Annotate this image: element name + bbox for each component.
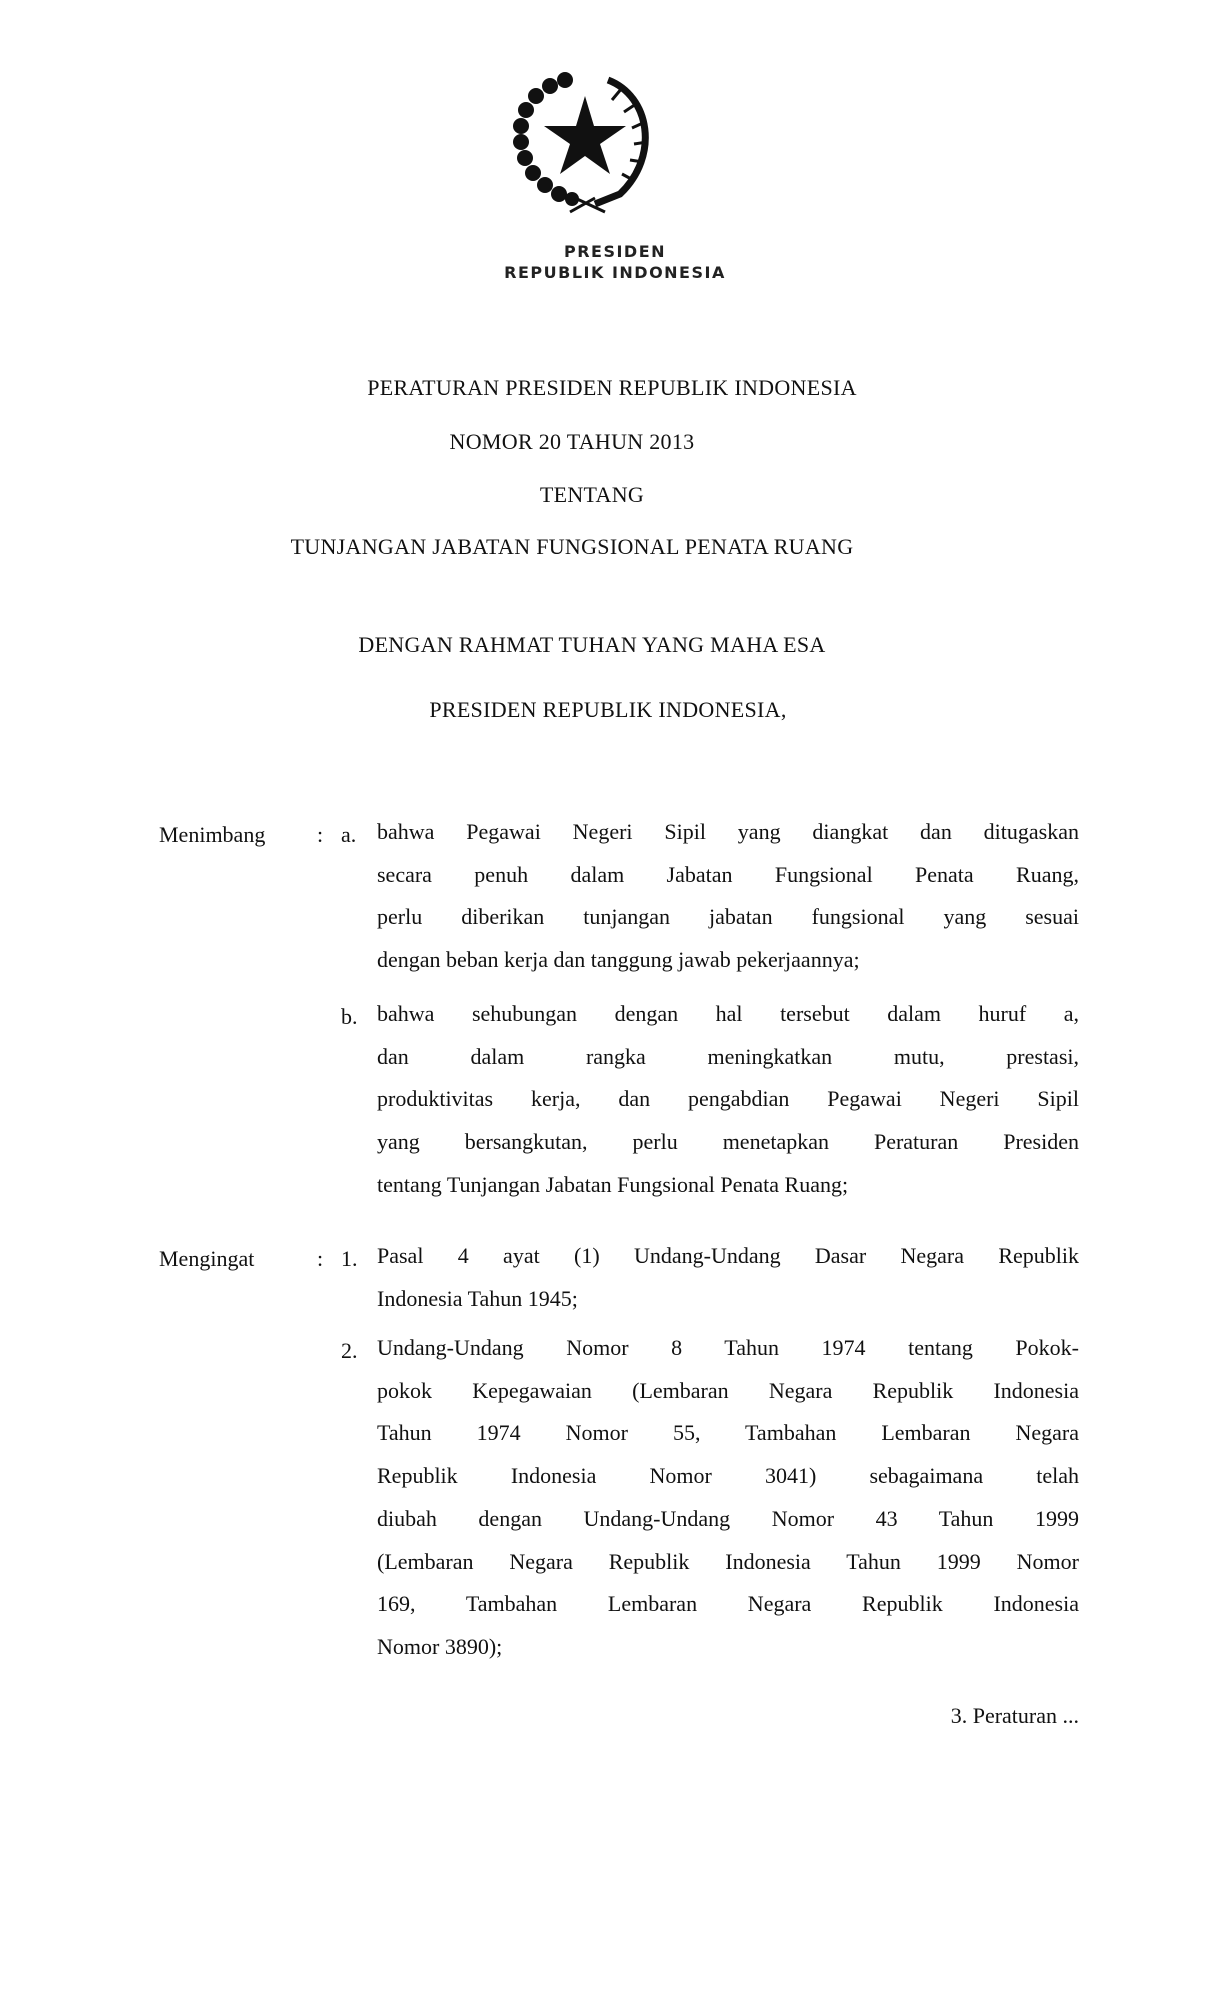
- issuer: PRESIDEN REPUBLIK INDONESIA,: [429, 697, 787, 722]
- text-line: produktivitas kerja, dan pengabdian Pegawai Negeri Sipil: [377, 1086, 1079, 1112]
- text-line: bahwa sehubungan dengan hal tersebut dalam huruf a,: [377, 1001, 1079, 1026]
- text-line: perlu diberikan tunjangan jabatan fungsional yang sesuai: [377, 904, 1079, 930]
- text-line: Indonesia Tahun 1945;: [377, 1285, 578, 1311]
- text-line: 169, Tambahan Lembaran Negara Republik Indonesia: [377, 1591, 1079, 1617]
- letterhead-line-1: PRESIDEN: [563, 242, 667, 261]
- menimbang-label: Menimbang: [159, 822, 266, 847]
- invocation: DENGAN RAHMAT TUHAN YANG MAHA ESA: [358, 632, 826, 657]
- menimbang-item-a: [377, 811, 1079, 982]
- mengingat-colon: :: [317, 1246, 324, 1271]
- text-line: diubah dengan Undang-Undang Nomor 43 Tahun 1999: [377, 1505, 1079, 1531]
- text-line: dengan beban kerja dan tanggung jawab pekerjaannya;: [377, 947, 860, 973]
- menimbang-marker-a: a.: [341, 822, 357, 847]
- regulation-about: TENTANG: [539, 482, 645, 507]
- text-line: (Lembaran Negara Republik Indonesia Tahun 1999 Nomor: [377, 1548, 1079, 1574]
- mengingat-marker-2: 2.: [341, 1338, 358, 1363]
- mengingat-label: Mengingat: [159, 1246, 255, 1271]
- text-line: pokok Kepegawaian (Lembaran Negara Republik Indonesia: [377, 1377, 1079, 1403]
- page-continuation: 3. Peraturan ...: [950, 1703, 1079, 1728]
- mengingat-item-1: [377, 1235, 1079, 1320]
- text-line: Republik Indonesia Nomor 3041) sebagaimana telah: [377, 1463, 1079, 1489]
- letterhead-line-2: REPUBLIK INDONESIA: [504, 263, 726, 282]
- regulation-title: PERATURAN PRESIDEN REPUBLIK INDONESIA: [367, 375, 857, 400]
- presidential-seal-icon: [500, 66, 670, 216]
- mengingat-item-2: [377, 1327, 1079, 1669]
- regulation-number: NOMOR 20 TAHUN 2013: [449, 429, 695, 454]
- regulation-subject: TUNJANGAN JABATAN FUNGSIONAL PENATA RUANG: [290, 534, 854, 559]
- menimbang-item-b: [377, 993, 1079, 1207]
- text-line: dan dalam rangka meningkatkan mutu, prestasi,: [377, 1043, 1079, 1069]
- text-line: Undang-Undang Nomor 8 Tahun 1974 tentang Pokok-: [377, 1335, 1079, 1360]
- mengingat-marker-1: 1.: [341, 1246, 358, 1271]
- menimbang-marker-b: b.: [341, 1004, 358, 1029]
- text-line: yang bersangkutan, perlu menetapkan Peraturan Presiden: [377, 1129, 1079, 1155]
- text-line: tentang Tunjangan Jabatan Fungsional Penata Ruang;: [377, 1171, 849, 1197]
- menimbang-colon: :: [317, 822, 324, 847]
- text-line: secara penuh dalam Jabatan Fungsional Penata Ruang,: [377, 861, 1079, 887]
- text-line: bahwa Pegawai Negeri Sipil yang diangkat dan ditugaskan: [377, 819, 1079, 844]
- text-line: Tahun 1974 Nomor 55, Tambahan Lembaran Negara: [377, 1420, 1079, 1446]
- text-line: Nomor 3890);: [377, 1633, 503, 1659]
- text-line: Pasal 4 ayat (1) Undang-Undang Dasar Negara Republik: [377, 1243, 1079, 1268]
